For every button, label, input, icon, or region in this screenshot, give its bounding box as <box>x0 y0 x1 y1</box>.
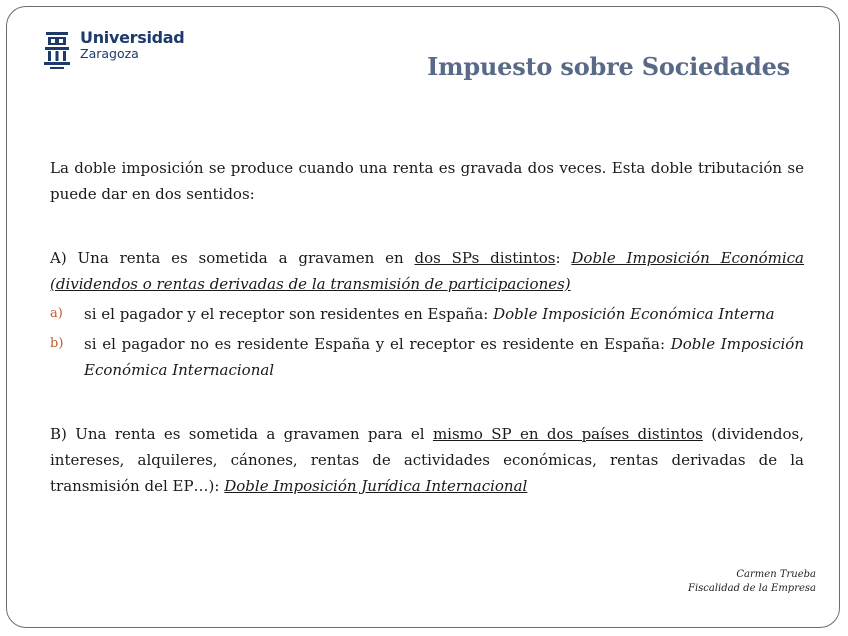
page-title: Impuesto sobre Sociedades <box>427 52 790 81</box>
section-a-lead: A) Una renta es sometida a gravamen en <box>50 249 415 267</box>
footer-course: Fiscalidad de la Empresa <box>688 583 816 594</box>
list-item <box>50 331 804 383</box>
section-b-lead: B) Una renta es sometida a gravamen para el <box>50 425 433 443</box>
list-item-text: si el pagador no es residente España y el receptor es residente en España: <box>84 335 671 353</box>
intro-paragraph: La doble imposición se produce cuando una renta es gravada dos veces. Esta doble tributación se puede dar en dos sentidos: <box>50 159 804 203</box>
university-logo <box>42 30 184 72</box>
list-item-text: si el pagador y el receptor son residentes en España: <box>84 305 494 323</box>
section-b-paragraph <box>50 421 804 499</box>
list-item-italic: Doble Imposición Económica Internacional <box>84 335 804 379</box>
section-b-italic: Doble Imposición Jurídica Internacional <box>224 477 528 495</box>
logo-subtitle: Zaragoza <box>80 46 139 61</box>
section-b-rest: (dividendos, intereses, alquileres, cánones, rentas de actividades económicas, rentas derivadas de la transmisión del EP…): <box>50 425 804 495</box>
university-crest-icon <box>42 30 72 72</box>
slide-content <box>50 155 804 499</box>
list-item <box>50 301 804 327</box>
list-item-italic: Doble Imposición Económica Interna <box>493 305 775 323</box>
logo-text <box>80 30 184 61</box>
section-a-list <box>50 301 804 383</box>
section-a-paragraph <box>50 245 804 297</box>
slide-footer <box>688 568 816 596</box>
section-b-underlined: mismo SP en dos países distintos <box>432 425 703 443</box>
logo-name: Universidad <box>80 28 185 47</box>
section-a-italic: Doble Imposición Económica (dividendos o rentas derivadas de la transmisión de participaciones) <box>50 249 805 293</box>
list-marker: a) <box>50 306 63 321</box>
list-marker: b) <box>50 336 64 351</box>
footer-author: Carmen Trueba <box>736 569 816 580</box>
section-a-underlined: dos SPs distintos <box>414 249 556 267</box>
section-a-colon: : <box>555 249 572 267</box>
